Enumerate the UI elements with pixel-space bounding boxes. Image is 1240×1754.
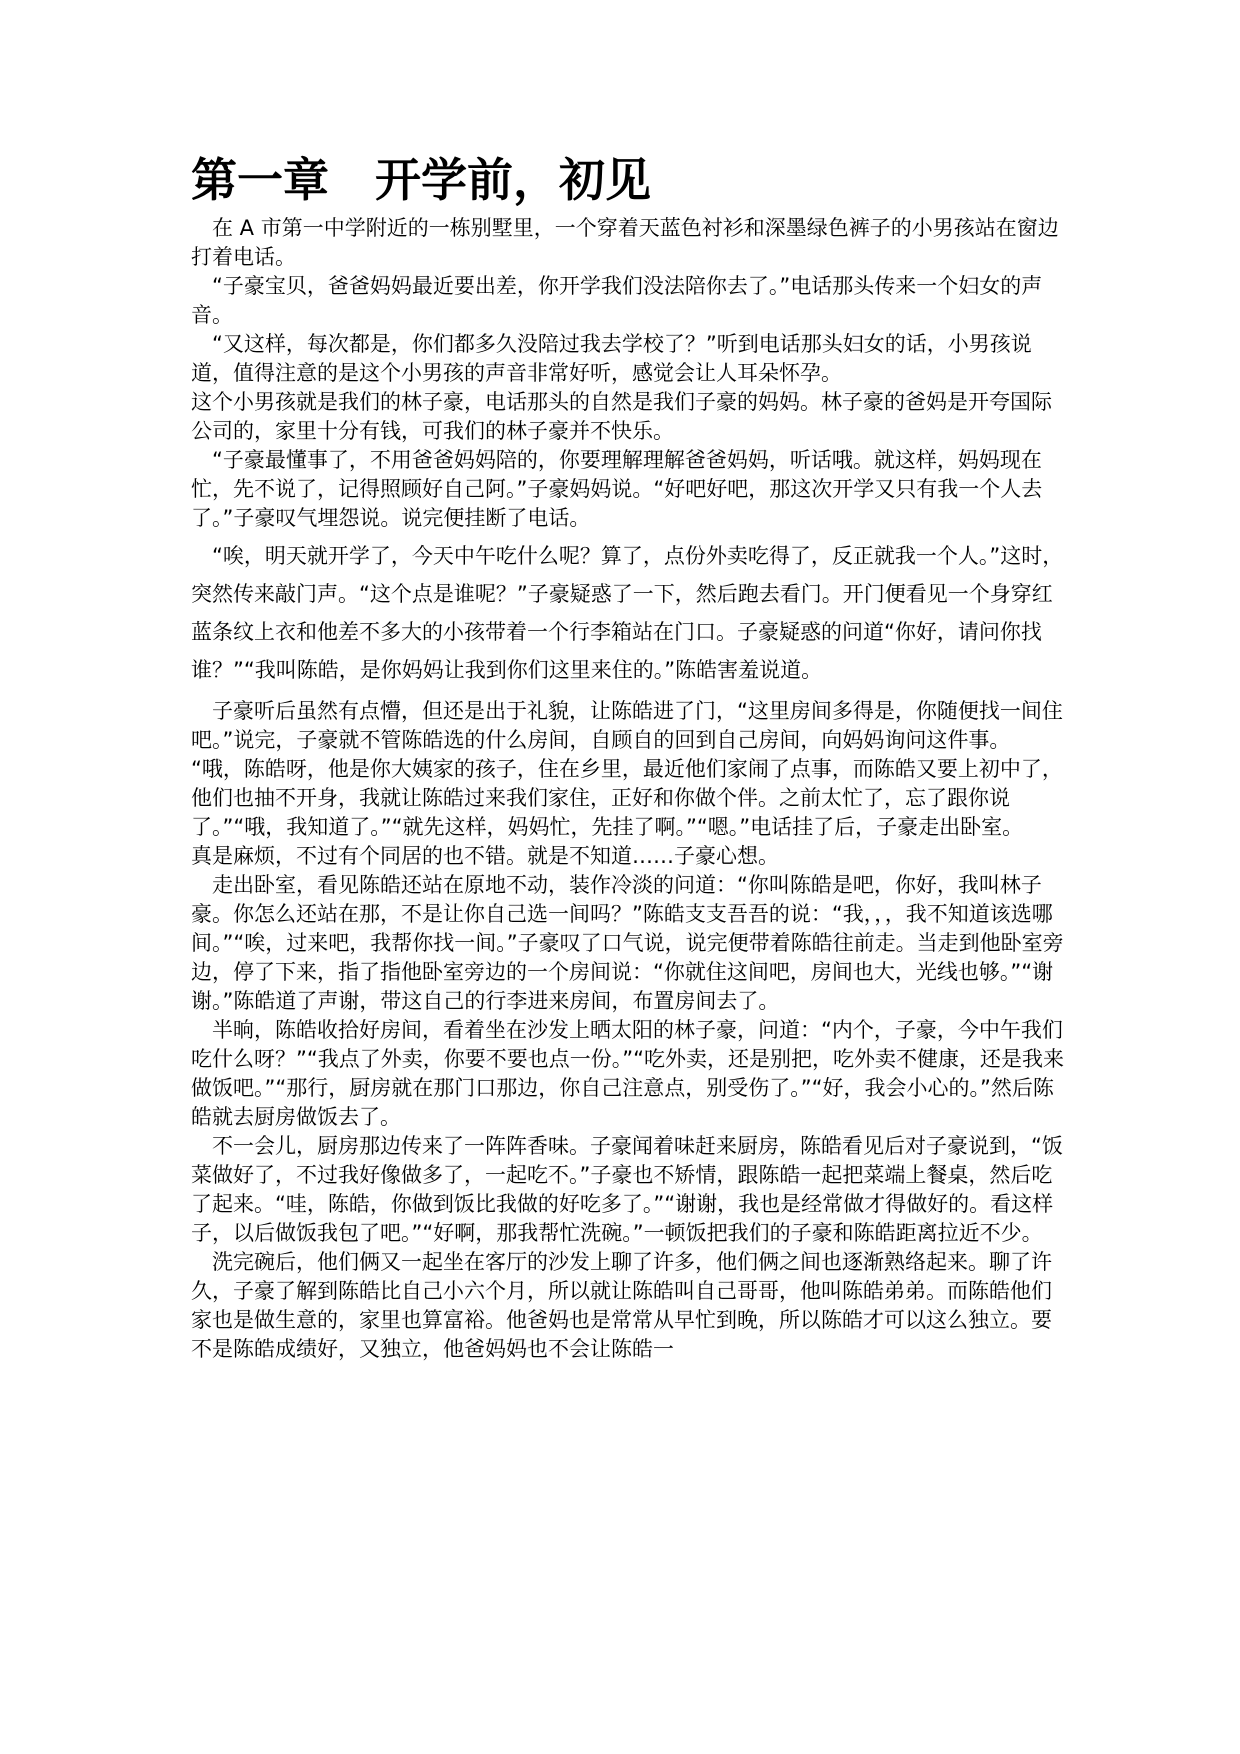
paragraph-3: “又这样，每次都是，你们都多久没陪过我去学校了？”听到电话那头妇女的话，小男孩说道，值得注意的是这个小男孩的声音非常好听，感觉会让人耳朵怀孕。 xyxy=(191,332,1032,385)
paragraph-5: “子豪最懂事了，不用爸爸妈妈陪的，你要理解理解爸爸妈妈，听话哦。就这样，妈妈现在忙，先不说了，记得照顾好自己阿。”子豪妈妈说。“好吧好吧，那这次开学又只有我一个人去了。”子豪叹气埋怨说。说完便挂断了电话。 xyxy=(191,448,1043,530)
paragraph-8: “哦，陈皓呀，他是你大姨家的孩子，住在乡里，最近他们家闹了点事，而陈皓又要上初中了，他们也抽不开身，我就让陈皓过来我们家住，正好和你做个伴。之前太忙了，忘了跟你说了。”“哦，我知道了。”“就先这样，妈妈忙，先挂了啊。”“嗯。”电话挂了后，子豪走出卧室。 真是麻烦，不过有个同居的也不错。就是不知道……子豪心想。 xyxy=(191,757,1063,868)
paragraph-11: 不一会儿，厨房那边传来了一阵阵香味。子豪闻着味赶来厨房，陈皓看见后对子豪说到，“饭菜做好了，不过我好像做多了，一起吃不。”子豪也不矫情，跟陈皓一起把菜端上餐桌，然后吃了起来。“哇，陈皓，你做到饭比我做的好吃多了。”“谢谢，我也是经常做才得做好的。看这样子，以后做饭我包了吧。”“好啊，那我帮忙洗碗。”一顿饭把我们的子豪和陈皓距离拉近不少。 xyxy=(191,1134,1063,1245)
paragraph-4: 这个小男孩就是我们的林子豪，电话那头的自然是我们子豪的妈妈。林子豪的爸妈是开夸国际公司的，家里十分有钱，可我们的林子豪并不快乐。 xyxy=(191,390,1052,443)
paragraph-1: 在 A 市第一中学附近的一栋别墅里，一个穿着天蓝色衬衫和深墨绿色裤子的小男孩站在窗边打着电话。 xyxy=(191,216,1059,269)
chapter-title: 第一章 开学前，初见 xyxy=(191,153,651,207)
paragraph-2: “子豪宝贝，爸爸妈妈最近要出差，你开学我们没法陪你去了。”电话那头传来一个妇女的声音。 xyxy=(191,274,1043,327)
document-page xyxy=(191,150,1071,1364)
paragraph-6: “唉，明天就开学了，今天中午吃什么呢？算了，点份外卖吃得了，反正就我一个人。”这时，突然传来敲门声。“这个点是谁呢？”子豪疑惑了一下，然后跑去看门。开门便看见一个身穿红蓝条纹上衣和他差不多大的小孩带着一个行李箱站在门口。子豪疑惑的问道“你好，请问你找谁？”“我叫陈皓，是你妈妈让我到你们这里来住的。”陈皓害羞说道。 xyxy=(191,544,1064,682)
paragraph-7: 子豪听后虽然有点懵，但还是出于礼貌，让陈皓进了门，“这里房间多得是，你随便找一间住吧。”说完，子豪就不管陈皓选的什么房间，自顾自的回到自己房间，向妈妈询问这件事。 xyxy=(191,699,1063,752)
paragraph-12: 洗完碗后，他们俩又一起坐在客厅的沙发上聊了许多，他们俩之间也逐渐熟络起来。聊了许久，子豪了解到陈皓比自己小六个月，所以就让陈皓叫自己哥哥，他叫陈皓弟弟。而陈皓他们家也是做生意的，家里也算富裕。他爸妈也是常常从早忙到晚，所以陈皓才可以这么独立。要不是陈皓成绩好，又独立，他爸妈妈也不会让陈皓一 xyxy=(191,1250,1052,1361)
paragraph-10: 半晌，陈皓收拾好房间，看着坐在沙发上晒太阳的林子豪，问道：“内个，子豪，今中午我们吃什么呀？”“我点了外卖，你要不要也点一份。”“吃外卖，还是别把，吃外卖不健康，还是我来做饭吧。”“那行，厨房就在那门口那边，你自己注意点，别受伤了。”“好，我会小心的。”然后陈皓就去厨房做饭去了。 xyxy=(191,1018,1065,1129)
paragraph-9: 走出卧室，看见陈皓还站在原地不动，装作冷淡的问道：“你叫陈皓是吧，你好，我叫林子豪。你怎么还站在那，不是让你自己选一间吗？”陈皓支支吾吾的说：“我，，，我不知道该选哪间。”“唉，过来吧，我帮你找一间。”子豪叹了口气说，说完便带着陈皓往前走。当走到他卧室旁边，停了下来，指了指他卧室旁边的一个房间说：“你就住这间吧，房间也大，光线也够。”“谢谢。”陈皓道了声谢，带这自己的行李进来房间，布置房间去了。 xyxy=(191,873,1064,1013)
